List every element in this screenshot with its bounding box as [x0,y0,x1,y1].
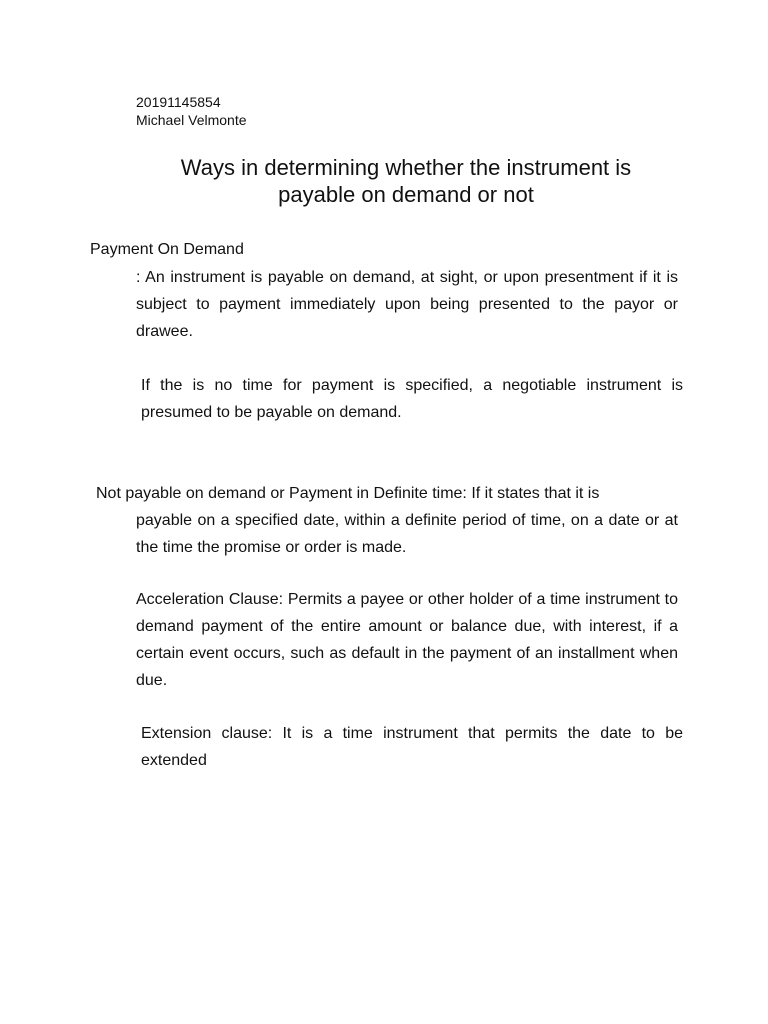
document-title [100,154,712,208]
acceleration-clause-paragraph: Acceleration Clause: Permits a payee or other holder of a time instrument to demand payment of the entire amount or balance due, with interest, if a certain event occurs, such as default in the payment of an installment when due. [136,591,678,689]
title-line-1: Ways in determining whether the instrument is [180,155,632,180]
not-payable-on-demand-heading-line: Not payable on demand or Payment in Definite time: If it states that it is [96,485,600,502]
not-payable-on-demand-definition: payable on a specified date, within a definite period of time, on a date or at the time the promise or order is made. [136,512,678,556]
author-name: Michael Velmonte [136,112,247,128]
title-line-2: payable on demand or not [278,182,534,207]
section-heading-payment-on-demand: Payment On Demand [90,241,244,258]
student-id: 20191145854 [136,94,221,110]
extension-clause-paragraph: Extension clause: It is a time instrument that permits the date to be extended [141,725,683,769]
payment-on-demand-definition: : An instrument is payable on demand, at sight, or upon presentment if it is subject to payment immediately upon being presented to the payor or drawee. [136,269,678,340]
payment-on-demand-presumption: If the is no time for payment is specified, a negotiable instrument is presumed to be payable on demand. [141,377,683,421]
